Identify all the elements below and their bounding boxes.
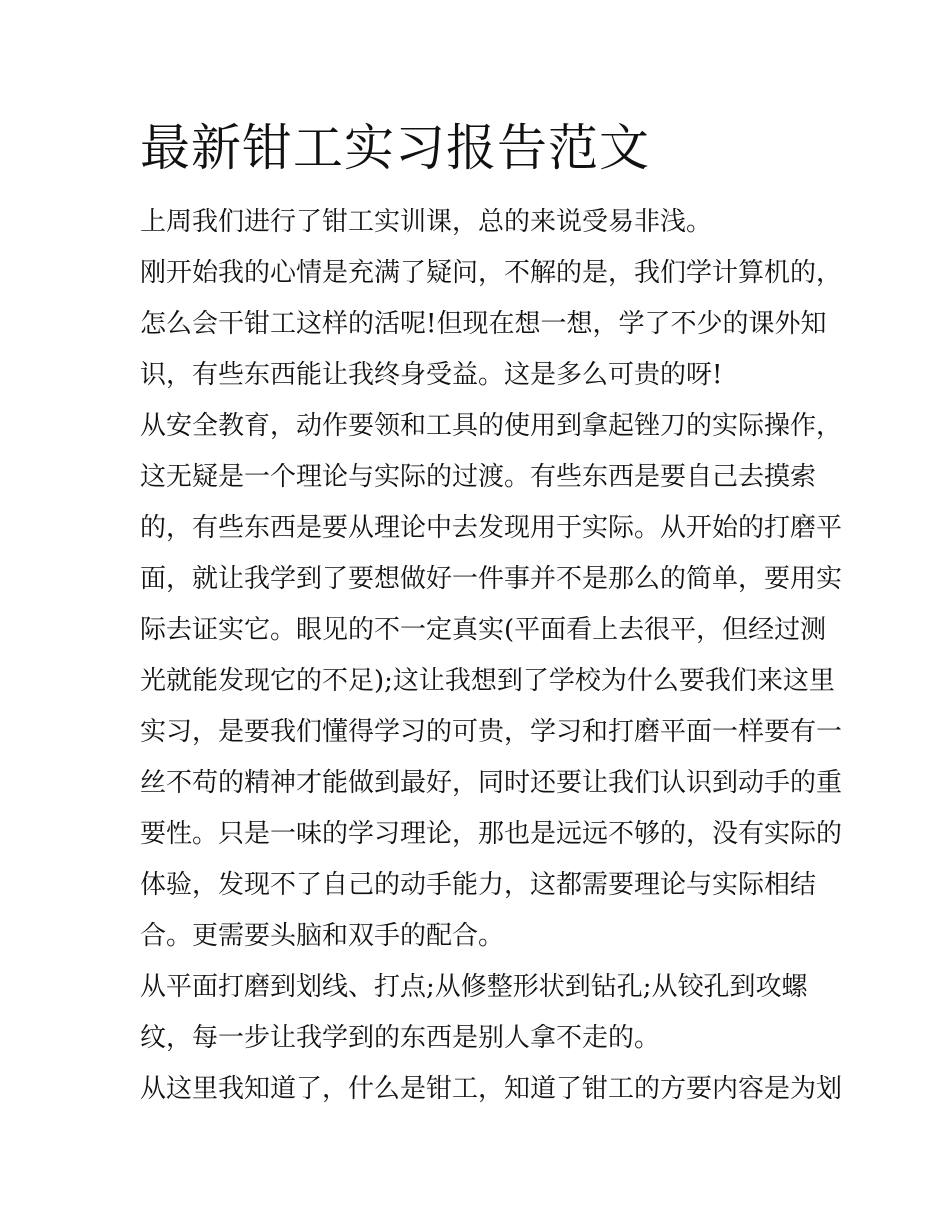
paragraph-line: 体验，发现不了自己的动手能力，这都需要理论与实际相结: [140, 870, 817, 900]
paragraph-line: 合。更需要头脑和双手的配合。: [140, 921, 505, 951]
paragraph-line: 光就能发现它的不足);这让我想到了学校为什么要我们来这里: [140, 666, 835, 696]
paragraph-line: 识，有些东西能让我终身受益。这是多么可贵的呀!: [140, 360, 723, 390]
paragraph-line: 面，就让我学到了要想做好一件事并不是那么的简单，要用实: [140, 564, 843, 594]
paragraph-line: 纹，每一步让我学到的东西是别人拿不走的。: [140, 1023, 661, 1053]
paragraph-line: 丝不苟的精神才能做到最好，同时还要让我们认识到动手的重: [140, 768, 843, 798]
document-title: 最新钳工实习报告范文: [140, 119, 650, 177]
paragraph-line: 刚开始我的心情是充满了疑问，不解的是，我们学计算机的，: [140, 258, 843, 288]
paragraph-line: 从安全教育，动作要领和工具的使用到拿起锉刀的实际操作，: [140, 411, 843, 441]
paragraph-line: 怎么会干钳工这样的活呢!但现在想一想，学了不少的课外知: [140, 309, 827, 339]
paragraph-line: 要性。只是一味的学习理论，那也是远远不够的，没有实际的: [140, 819, 843, 849]
paragraph-line: 实习，是要我们懂得学习的可贵，学习和打磨平面一样要有一: [140, 717, 843, 747]
paragraph-line: 从平面打磨到划线、打点;从修整形状到钻孔;从铰孔到攻螺: [140, 972, 808, 1002]
paragraph-line: 际去证实它。眼见的不一定真实(平面看上去很平，但经过测: [140, 615, 827, 645]
paragraph-line: 从这里我知道了，什么是钳工，知道了钳工的方要内容是为划: [140, 1074, 843, 1104]
paragraph-line: 上周我们进行了钳工实训课，总的来说受易非浅。: [140, 207, 713, 237]
paragraph-line: 这无疑是一个理论与实际的过渡。有些东西是要自己去摸索: [140, 462, 817, 492]
paragraph-line: 的，有些东西是要从理论中去发现用于实际。从开始的打磨平: [140, 513, 843, 543]
